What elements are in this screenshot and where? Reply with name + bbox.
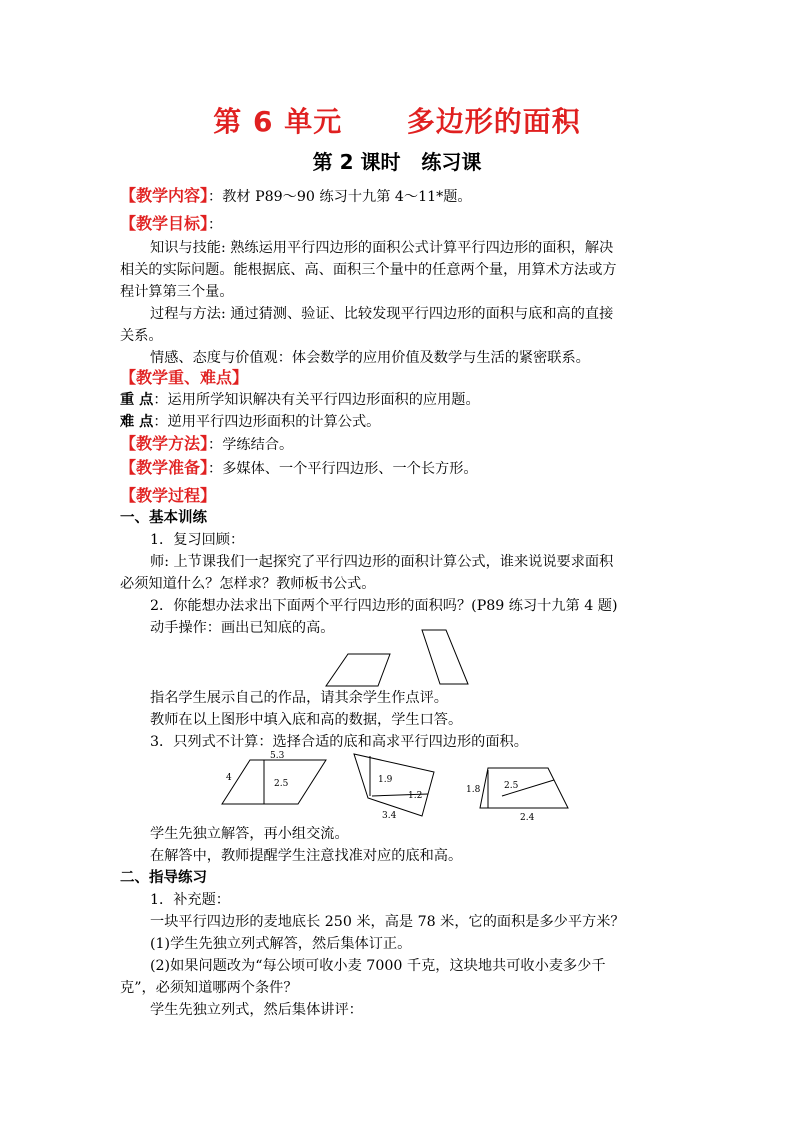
s2-discuss: 学生先独立列式，然后集体讲评：	[150, 1002, 363, 1018]
labeled-figures	[220, 752, 580, 822]
fig2-bottom-label: 3.4	[382, 811, 397, 821]
s1-hands-on: 动手操作：画出已知底的高。	[150, 620, 335, 636]
diff-point-text: ：逆用平行四边形面积的计算公式。	[153, 414, 381, 430]
parallelogram-b	[422, 630, 468, 684]
s2-step1: (1)学生先独立列式解答，然后集体订正。	[150, 936, 412, 952]
fig1-top-label: 5.3	[270, 751, 285, 761]
figure-3	[466, 768, 568, 823]
prep-line	[120, 458, 478, 479]
s1-question2: 2．你能想办法求出下面两个平行四边形的面积吗？(P89 练习十九第 4 题)	[150, 598, 618, 614]
key-line	[120, 368, 248, 389]
fig3-bottom-label: 2.4	[520, 813, 535, 823]
section1-heading: 一、基本训练	[120, 510, 207, 526]
key-label: 【教学重、难点】	[120, 368, 249, 387]
s1-teacher-line1: 师: 上节课我们一起探究了平行四边形的面积计算公式，谁来说说要求面积	[150, 554, 614, 570]
goals-line	[120, 214, 222, 235]
s1-review: 1．复习回顾：	[150, 532, 245, 548]
key-point-line	[120, 390, 480, 410]
s1-question3: 3．只列式不计算：选择合适的底和高求平行四边形的面积。	[150, 734, 528, 750]
content-line	[120, 186, 472, 207]
s1-fill-data: 教师在以上图形中填入底和高的数据，学生口答。	[150, 712, 463, 728]
goal1-line1: 知识与技能: 熟练运用平行四边形的面积公式计算平行四边形的面积，解决	[150, 240, 614, 256]
fig3-side-label: 1.8	[466, 785, 481, 795]
parallelogram-a	[326, 654, 390, 686]
fig3-inner-label: 2.5	[504, 781, 519, 791]
key-point-text: ：运用所学知识解决有关平行四边形面积的应用题。	[153, 392, 480, 408]
page-subtitle: 第 2 课时 练习课	[312, 150, 482, 174]
s2-step2-line2: 克”，必须知道哪两个条件？	[120, 980, 298, 996]
diff-point-line	[120, 412, 380, 432]
figure-1	[222, 751, 326, 804]
prep-text: ：多媒体、一个平行四边形、一个长方形。	[208, 461, 478, 477]
s1-independent: 学生先独立解答，再小组交流。	[150, 826, 349, 842]
page-title: 第 6 单元 多边形的面积	[213, 105, 581, 138]
parallelograms-blank	[320, 628, 500, 688]
s2-problem: 一块平行四边形的麦地底长 250 米，高是 78 米，它的面积是多少平方米？	[150, 914, 625, 930]
s1-teacher-line2: 必须知道什么？怎样求？教师板书公式。	[120, 576, 376, 592]
method-label: 【教学方法】	[120, 434, 209, 453]
content-label: 【教学内容】	[120, 186, 209, 205]
goals-colon: ：	[208, 217, 223, 233]
content-text: ：教材 P89～90 练习十九第 4～11*题。	[208, 189, 472, 205]
key-point-label: 重 点	[120, 392, 154, 408]
fig2-inner2-label: 1.2	[408, 791, 423, 801]
fig1-height-label: 2.5	[274, 779, 289, 789]
s2-supplement: 1．补充题：	[150, 892, 230, 908]
goal1-line2: 相关的实际问题。能根据底、高、面积三个量中的任意两个量，用算术方法或方	[120, 262, 617, 278]
s1-remind: 在解答中，教师提醒学生注意找准对应的底和高。	[150, 848, 463, 864]
s2-step2-line1: (2)如果问题改为“每公顷可收小麦 7000 千克，这块地共可收小麦多少千	[150, 958, 606, 974]
fig2-inner1-label: 1.9	[378, 775, 393, 785]
goal3-line: 情感、态度与价值观：体会数学的应用价值及数学与生活的紧密联系。	[150, 350, 590, 366]
method-text: ：学练结合。	[208, 437, 294, 453]
s1-show-work: 指名学生展示自己的作品，请其余学生作点评。	[150, 690, 448, 706]
goals-label: 【教学目标】	[120, 214, 209, 233]
prep-label: 【教学准备】	[120, 458, 209, 477]
process-line	[120, 486, 216, 507]
method-line	[120, 434, 293, 455]
goal2-line1: 过程与方法: 通过猜测、验证、比较发现平行四边形的面积与底和高的直接	[150, 306, 614, 322]
fig1-side-label: 4	[226, 773, 232, 783]
goal2-line2: 关系。	[120, 328, 163, 344]
goal1-line3: 程计算第三个量。	[120, 284, 234, 300]
section2-heading: 二、指导练习	[120, 870, 207, 886]
diff-point-label: 难 点	[120, 414, 154, 430]
process-label: 【教学过程】	[120, 486, 217, 505]
figure-2	[354, 754, 434, 821]
